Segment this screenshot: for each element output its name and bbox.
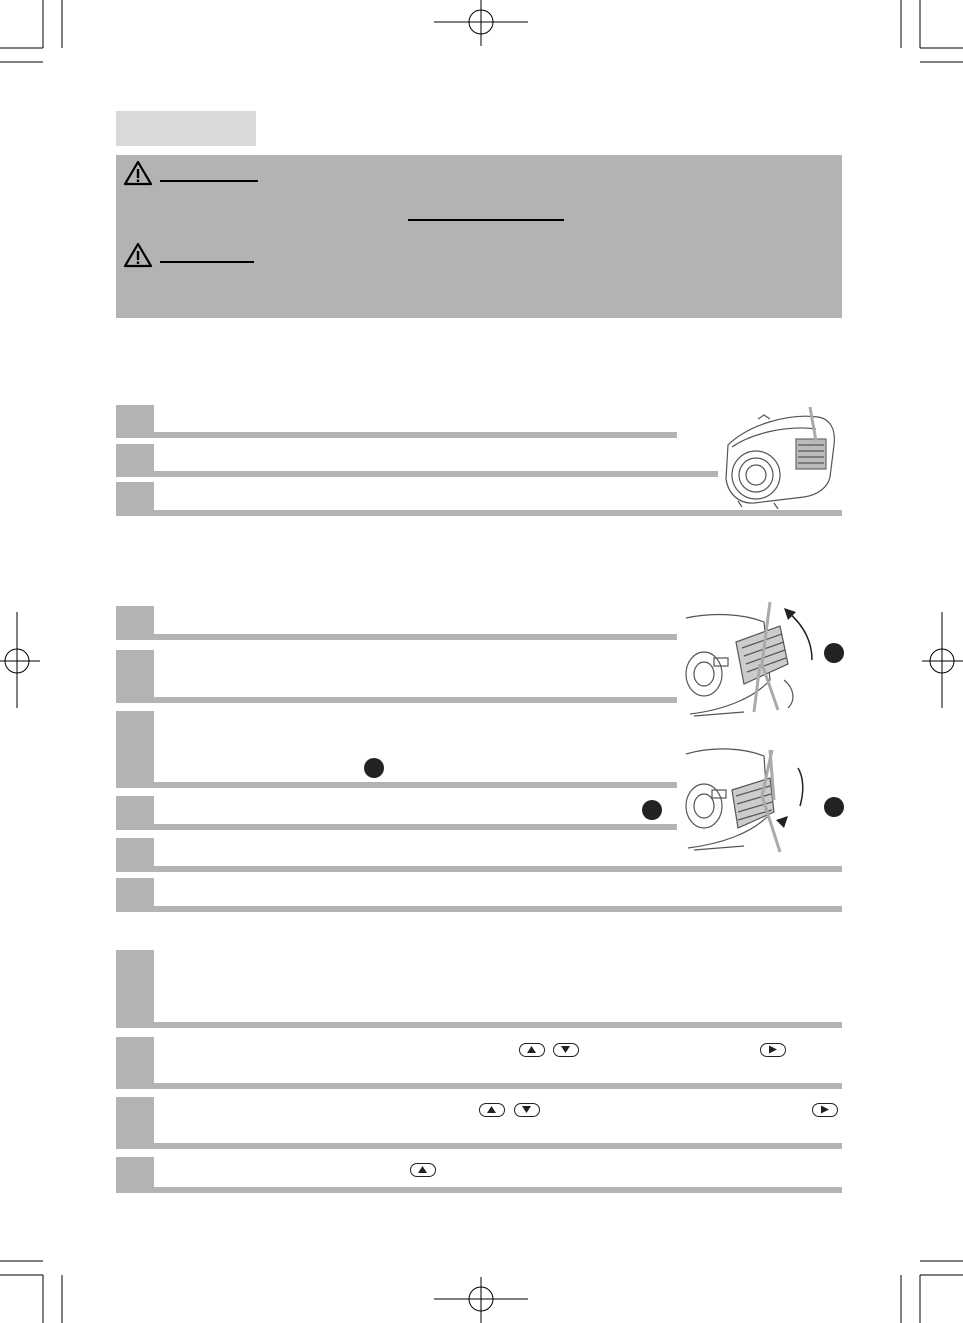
- step-1-2-bar: [116, 471, 718, 477]
- step-2-4-bar: [116, 824, 677, 830]
- step-1-3-bar: [116, 510, 842, 516]
- right-arrow-key-icon: [760, 1043, 786, 1057]
- section-label-box: [116, 111, 256, 146]
- step-3-3-bar: [116, 1143, 842, 1149]
- caution-triangle-icon: [123, 242, 153, 268]
- down-arrow-key-icon: [553, 1043, 579, 1057]
- warning-title-underline: [160, 180, 258, 182]
- up-arrow-key-icon: [519, 1043, 545, 1057]
- step-2-2-number-box: [116, 650, 154, 703]
- step-3-2-number-box: [116, 1037, 154, 1089]
- right-arrow-key-icon: [812, 1103, 838, 1117]
- caution-title-underline: [160, 261, 254, 263]
- step-3-3-number-box: [116, 1097, 154, 1149]
- marker-b-dot: [642, 800, 662, 820]
- marker-c-dot: [824, 643, 844, 663]
- step-2-3-bar: [116, 782, 677, 788]
- step-2-6-bar: [116, 906, 842, 912]
- down-arrow-key-icon: [514, 1103, 540, 1117]
- step-3-2-bar: [116, 1083, 842, 1089]
- step-3-4-bar: [116, 1187, 842, 1193]
- warning-triangle-icon: [123, 160, 153, 186]
- step-2-3-number-box: [116, 711, 154, 788]
- marker-a-dot: [364, 758, 384, 778]
- step-2-1-bar: [116, 634, 677, 640]
- step-2-2-bar: [116, 697, 677, 703]
- step-3-1-bar: [116, 1022, 842, 1028]
- marker-d-dot: [824, 797, 844, 817]
- step-2-5-bar: [116, 866, 842, 872]
- up-arrow-key-icon: [479, 1103, 505, 1117]
- filter-cover-illustration: [684, 600, 844, 860]
- projector-front-illustration: [718, 405, 840, 509]
- up-arrow-key-icon: [410, 1163, 436, 1177]
- step-3-1-number-box: [116, 950, 154, 1028]
- warning-link-underline: [408, 219, 564, 221]
- step-1-1-bar: [116, 432, 677, 438]
